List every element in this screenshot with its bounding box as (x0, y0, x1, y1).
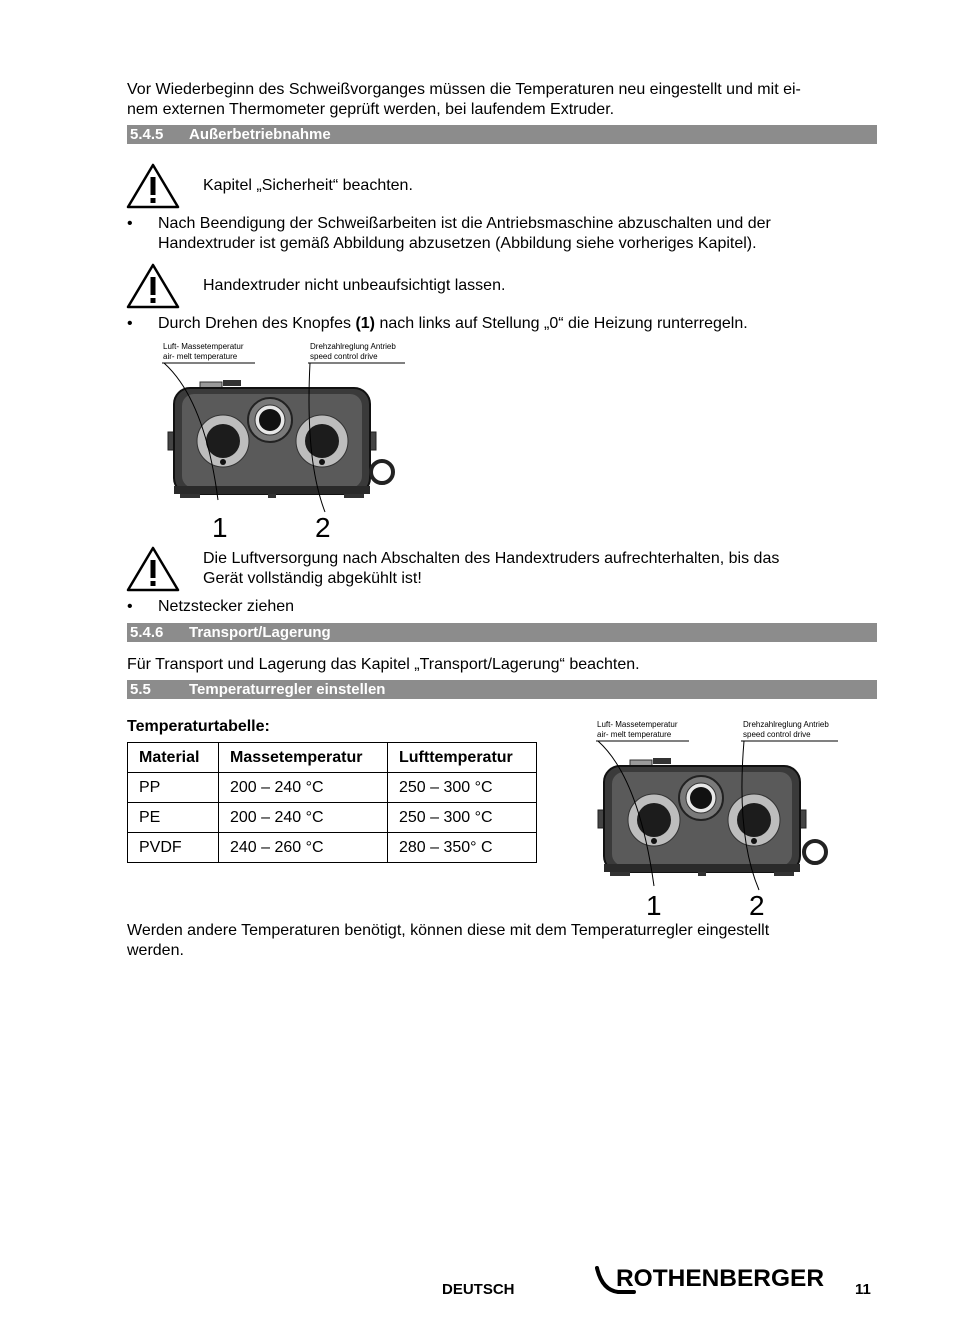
table-cell: 200 – 240 °C (219, 803, 388, 833)
rothenberger-logo-icon (594, 1262, 832, 1298)
label-left-2: air- melt temperature (163, 352, 238, 361)
column-header: Massetemperatur (219, 743, 388, 773)
label-right-2: speed control drive (743, 730, 811, 739)
section-title: Transport/Lagerung (189, 624, 331, 641)
table-cell: 250 – 300 °C (388, 773, 537, 803)
table-row (128, 803, 537, 833)
bullet-3-text: Netzstecker ziehen (158, 598, 295, 615)
warning-triangle-icon (126, 263, 180, 309)
warning-text-1: Kapitel „Sicherheit“ beachten. (203, 177, 413, 194)
table-row (128, 773, 537, 803)
callout-number-1: 1 (646, 890, 662, 916)
section-title: Außerbetriebnahme (189, 126, 331, 143)
label-left-1: Luft- Massetemperatur (163, 342, 244, 351)
section-number: 5.4.6 (130, 624, 164, 641)
knob-reference: (1) (355, 315, 376, 332)
warning-text-3-line-2: Gerät vollständig abgekühlt ist! (203, 570, 422, 587)
section-heading-5-5 (127, 680, 877, 699)
brand-logo (594, 1262, 832, 1298)
svg-text:ROTHENBERGER: ROTHENBERGER (616, 1265, 824, 1292)
table-cell: 200 – 240 °C (219, 773, 388, 803)
table-cell: PVDF (128, 833, 219, 863)
label-left-1: Luft- Massetemperatur (597, 720, 678, 729)
label-right-1: Drehzahlreglung Antrieb (743, 720, 829, 729)
table-cell: 280 – 350° C (388, 833, 537, 863)
section-heading-5-4-5 (127, 125, 877, 144)
bullet-1-line-1: Nach Beendigung der Schweißarbeiten ist die Antriebsmaschine abzuschalten und der (158, 215, 771, 232)
section-number: 5.5 (130, 681, 151, 698)
table-row (128, 833, 537, 863)
column-header: Material (128, 743, 219, 773)
bullet-marker: • (127, 315, 133, 332)
callout-number-2: 2 (315, 512, 331, 540)
section-number: 5.4.5 (130, 126, 164, 143)
table-header-row (128, 743, 537, 773)
section-heading-5-4-6 (127, 623, 877, 642)
warning-text-2: Handextruder nicht unbeaufsichtigt lassen. (203, 277, 506, 294)
table-cell: 240 – 260 °C (219, 833, 388, 863)
label-right-1: Drehzahlreglung Antrieb (310, 342, 396, 351)
callout-number-2: 2 (749, 890, 765, 916)
warning-text-3-line-1: Die Luftversorgung nach Abschalten des Handextruders aufrechterhalten, bis das (203, 550, 780, 567)
extruder-control-figure (594, 716, 844, 916)
bullet-marker: • (127, 215, 133, 232)
extruder-control-figure (160, 340, 410, 540)
intro-line-2: nem externen Thermometer geprüft werden, bei laufendem Extruder. (127, 101, 615, 118)
temperature-table (127, 742, 537, 863)
label-left-2: air- melt temperature (597, 730, 672, 739)
table-heading: Temperaturtabelle: (127, 718, 270, 735)
table-cell: PE (128, 803, 219, 833)
intro-line-1: Vor Wiederbeginn des Schweißvorganges müssen die Temperaturen neu eingestellt und mit ei- (127, 81, 801, 98)
warning-triangle-icon (126, 546, 180, 592)
column-header: Lufttemperatur (388, 743, 537, 773)
outro-line-2: werden. (127, 942, 184, 959)
bullet-marker: • (127, 598, 133, 615)
section-title: Temperaturregler einstellen (189, 681, 386, 698)
warning-triangle-icon (126, 163, 180, 209)
transport-text: Für Transport und Lagerung das Kapitel „Transport/Lagerung“ beachten. (127, 656, 640, 673)
outro-line-1: Werden andere Temperaturen benötigt, können diese mit dem Temperaturregler eingestellt (127, 922, 770, 939)
bullet-1-line-2: Handextruder ist gemäß Abbildung abzusetzen (Abbildung siehe vorheriges Kapitel). (158, 235, 757, 252)
footer-language: DEUTSCH (442, 1281, 515, 1298)
bullet-2-text: Durch Drehen des Knopfes (1) nach links auf Stellung „0“ die Heizung runterregeln. (158, 315, 748, 332)
page-number: 11 (855, 1281, 871, 1298)
table-cell: 250 – 300 °C (388, 803, 537, 833)
label-right-2: speed control drive (310, 352, 378, 361)
callout-number-1: 1 (212, 512, 228, 540)
table-cell: PP (128, 773, 219, 803)
